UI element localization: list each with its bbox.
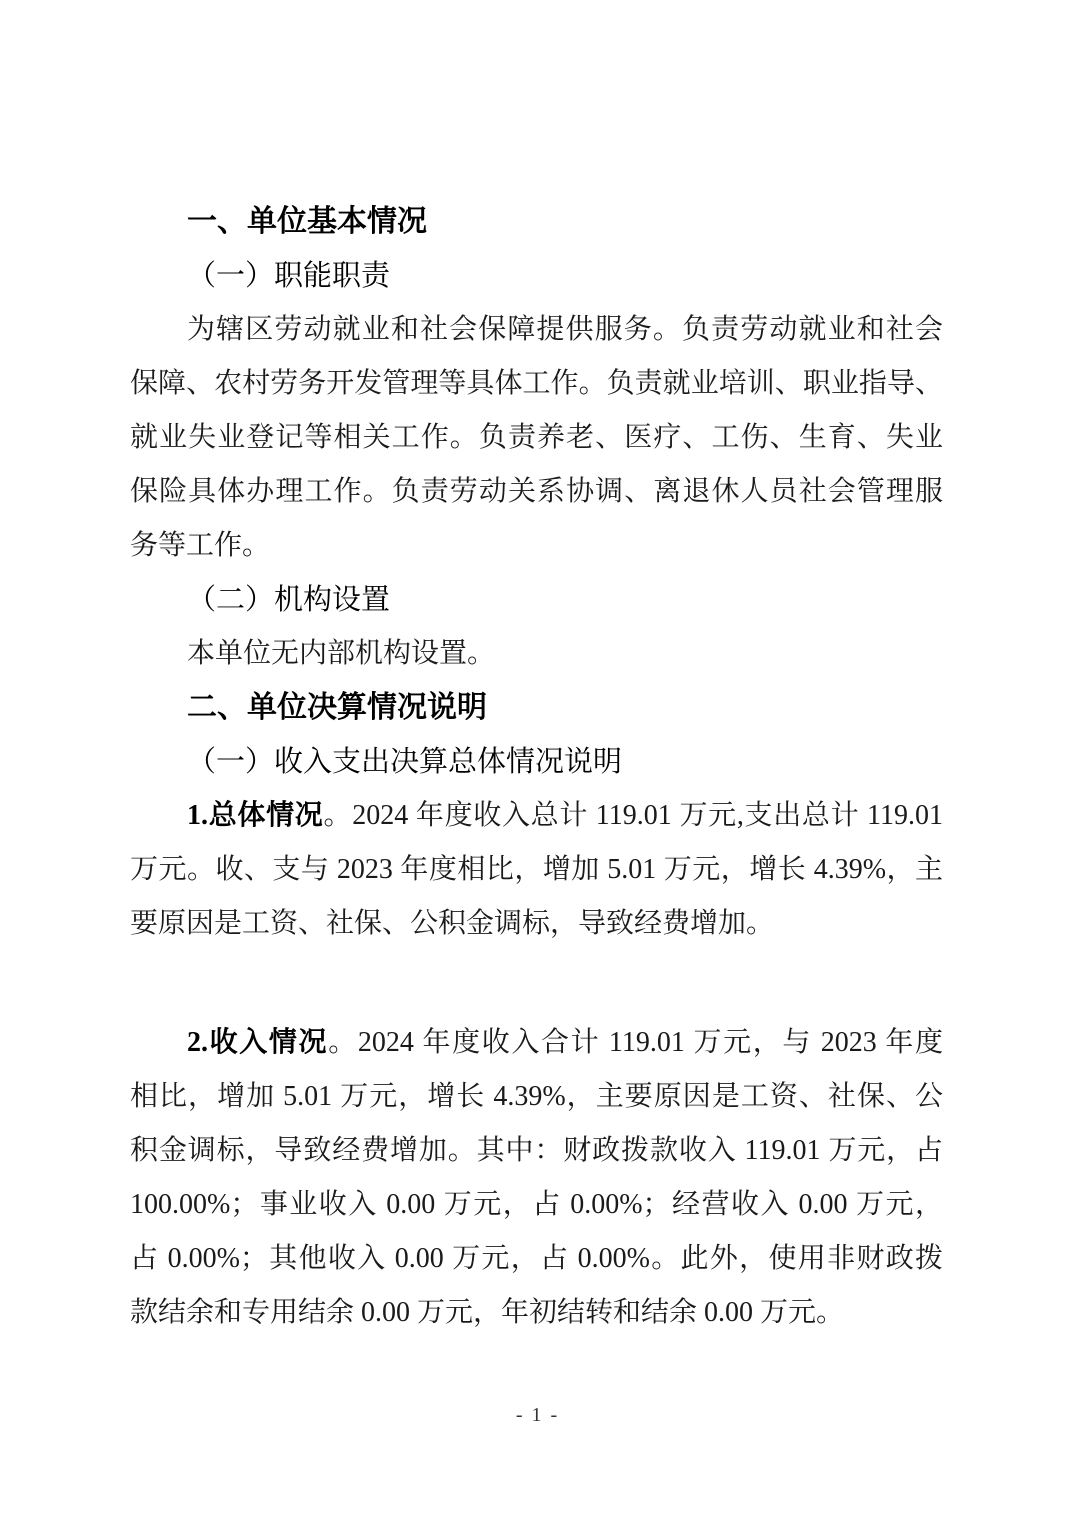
subsection-heading-structure: （二）机构设置 <box>187 584 391 616</box>
paragraph-income-line <box>130 1016 943 1070</box>
section-heading-2: 二、单位决算情况说明 <box>187 691 487 724</box>
paragraph-total-line <box>130 789 943 843</box>
paragraph-income-line: 款结余和专用结余 0.00 万元，年初结转和结余 0.00 万元。 <box>130 1297 845 1328</box>
paragraph-structure-line: 本单位无内部机构设置。 <box>187 638 496 669</box>
paragraph-duties-line: 保险具体办理工作。负责劳动关系协调、离退休人员社会管理服 <box>130 476 943 507</box>
paragraph-total-text: 。2024 年度收入总计 119.01 万元,支出总计 119.01 <box>323 800 943 831</box>
paragraph-total-label: 1.总体情况 <box>187 800 324 831</box>
paragraph-total-line: 要原因是工资、社保、公积金调标，导致经费增加。 <box>130 908 775 939</box>
paragraph-income-label: 2.收入情况 <box>187 1027 329 1058</box>
paragraph-income-line: 相比，增加 5.01 万元，增长 4.39%，主要原因是工资、社保、公 <box>130 1081 943 1112</box>
paragraph-duties-line: 为辖区劳动就业和社会保障提供服务。负责劳动就业和社会 <box>187 314 943 345</box>
paragraph-income-line: 积金调标，导致经费增加。其中：财政拨款收入 119.01 万元，占 <box>130 1135 943 1166</box>
section-heading-1: 一、单位基本情况 <box>187 205 427 238</box>
paragraph-gap <box>130 951 943 1016</box>
paragraph-income-line: 100.00%；事业收入 0.00 万元，占 0.00%；经营收入 0.00 万元， <box>130 1189 943 1220</box>
paragraph-duties-line: 务等工作。 <box>130 530 271 561</box>
footer-page-number: - 1 - <box>515 1404 560 1426</box>
paragraph-duties-line: 保障、农村劳务开发管理等具体工作。负责就业培训、职业指导、 <box>130 368 943 399</box>
paragraph-total-line: 万元。收、支与 2023 年度相比，增加 5.01 万元，增长 4.39%，主 <box>130 854 943 885</box>
subsection-heading-duties: （一）职能职责 <box>187 260 391 292</box>
paragraph-duties-line: 就业失业登记等相关工作。负责养老、医疗、工伤、生育、失业 <box>130 422 943 453</box>
paragraph-income-line: 占 0.00%；其他收入 0.00 万元，占 0.00%。此外，使用非财政拨 <box>130 1243 943 1274</box>
paragraph-income-text: 。2024 年度收入合计 119.01 万元，与 2023 年度 <box>328 1027 943 1058</box>
document-body <box>130 195 943 1340</box>
subsection-heading-overview: （一）收入支出决算总体情况说明 <box>187 746 623 778</box>
